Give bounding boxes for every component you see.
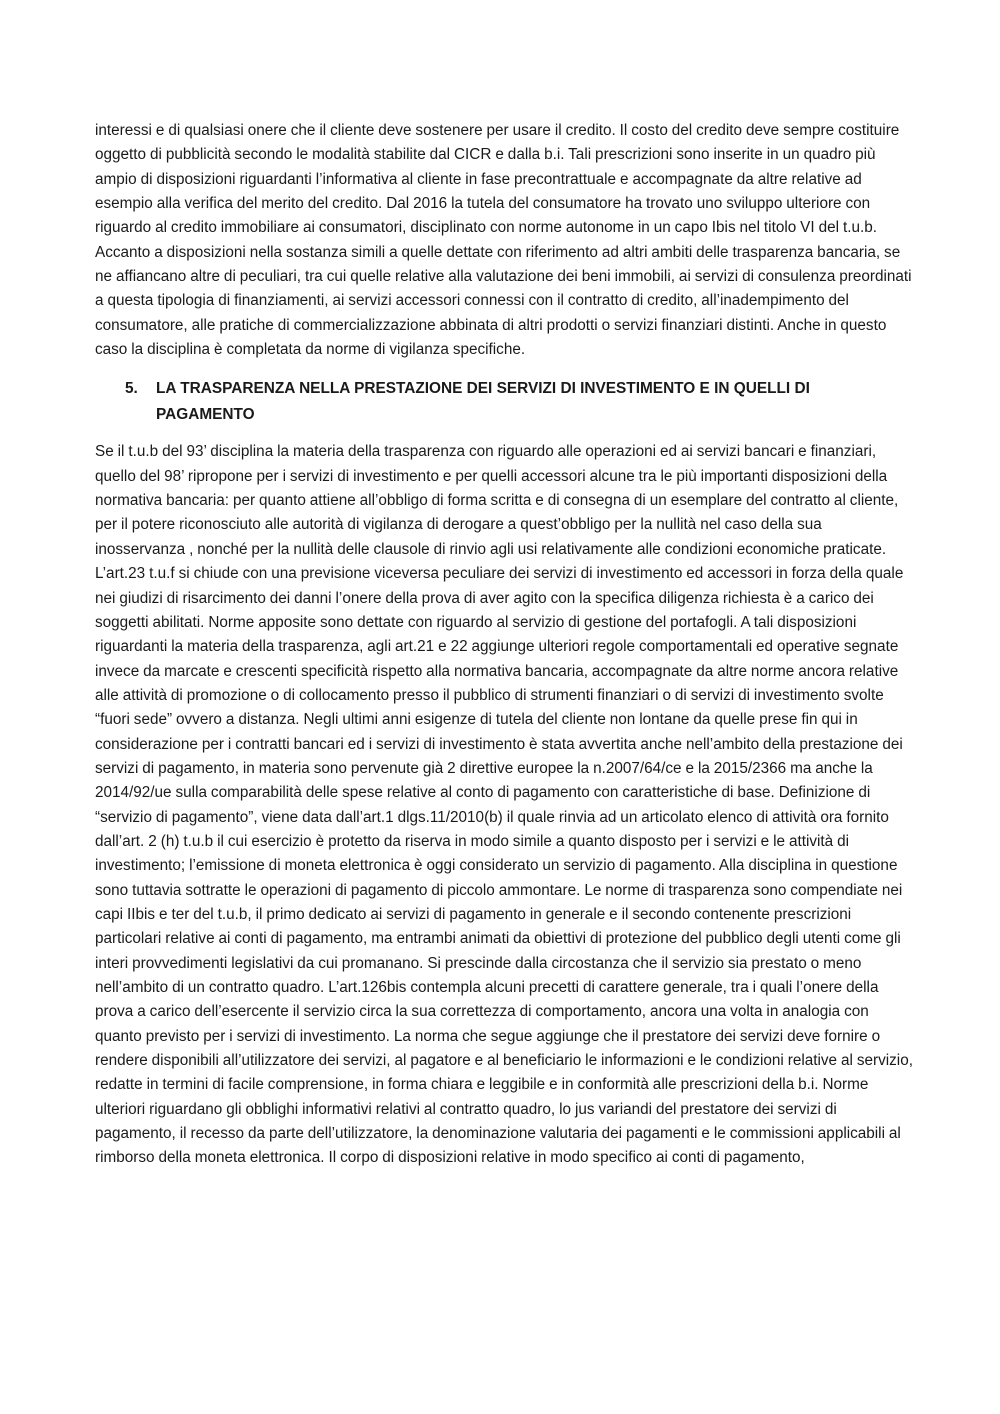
- document-page: [95, 119, 915, 1171]
- section-number: 5.: [125, 380, 138, 398]
- paragraph-body: Se il t.u.b del 93’ disciplina la materia della trasparenza con riguardo alle operazioni ed ai servizi bancari e finanziari, quello del 98’ ripropone per i servizi di investimento e per quelli accessori alcune tra le più importanti disposizioni della normativa bancaria: per quanto attiene all’obbligo di forma scritta e di consegna di un esemplare del contratto al cliente, per il potere riconosciuto alle autorità di vigilanza di derogare a quest’obbligo per la nullità nel caso della sua inosservanza , nonché per la nullità delle clausole di rinvio agli usi relativamente alle condizioni economiche praticate. L’art.23 t.u.f si chiude con una previsione viceversa peculiare dei servizi di investimento ed accessori in forza della quale nei giudizi di risarcimento dei danni l’onere della prova di aver agito con la specifica diligenza richiesta è a carico dei soggetti abilitati. Norme apposite sono dettate con riguardo al servizio di gestione del portafogli. A tali disposizioni riguardanti la materia della trasparenza, agli art.21 e 22 aggiunge ulteriori regole comportamentali ed operative segnate invece da marcate e crescenti specificità rispetto alla normativa bancaria, accompagnate da altre norme ancora relative alle attività di promozione o di collocamento presso il pubblico di strumenti finanziari o di servizi di investimento svolte “fuori sede” ovvero a distanza. Negli ultimi anni esigenze di tutela del cliente non lontane da quelle prese fin qui in considerazione per i contratti bancari ed i servizi di investimento è stata avvertita anche nell’ambito della prestazione dei servizi di pagamento, in materia sono pervenute già 2 direttive europee la n.2007/64/ce e la 2015/2366 ma anche la 2014/92/ue sulla comparabilità delle spese relative al conto di pagamento con caratteristiche di base. Definizione di “servizio di pagamento”, viene data dall’art.1 dlgs.11/2010(b) il quale rinvia ad un articolato elenco di attività ora fornito dall’art. 2 (h) t.u.b il cui esercizio è protetto da riserva in modo simile a quanto disposto per i servizi e le attività di investimento; l’emissione di moneta elettronica è oggi considerato un servizio di pagamento. Alla disciplina in questione sono tuttavia sottratte le operazioni di pagamento di piccolo ammontare. Le norme di trasparenza sono compendiate nei capi IIbis e ter del t.u.b, il primo dedicato ai servizi di pagamento in generale e il secondo contenente prescrizioni particolari relative ai conti di pagamento, ma entrambi animati da obiettivi di protezione del pubblico degli utenti come gli interi provvedimenti legislativi da cui promanano. Si prescinde dalla circostanza che il servizio sia prestato o meno nell’ambito di un contratto quadro. L’art.126bis contempla alcuni precetti di carattere generale, tra i quali l’onere della prova a carico dell’esercente il servizio circa la sua correttezza di comportamento, ancora una volta in analogia con quanto previsto per i servizi di investimento. La norma che segue aggiunge che il prestatore dei servizi deve fornire o rendere disponibili all’utilizzatore dei servizi, al pagatore e al beneficiario le informazioni e le condizioni relative al servizio, redatte in termini di facile comprensione, in forma chiara e leggibile e in conformità alle prescrizioni della b.i. Norme ulteriori riguardano gli obblighi informativi relativi al contratto quadro, lo jus variandi del prestatore dei servizi di pagamento, il recesso da parte dell’utilizzatore, la denominazione valutaria dei pagamenti e le commissioni applicabili al rimborso della moneta elettronica. Il corpo di disposizioni relative in modo specifico ai conti di pagamento,: [95, 443, 913, 1167]
- section-title: LA TRASPARENZA NELLA PRESTAZIONE DEI SERVIZI DI INVESTIMENTO E IN QUELLI DI PAGAMENTO: [156, 380, 810, 424]
- paragraph-intro: interessi e di qualsiasi onere che il cliente deve sostenere per usare il credito. Il costo del credito deve sempre costituire oggetto di pubblicità secondo le modalità stabilite dal CICR e dalla b.i. Tali prescrizioni sono inserite in un quadro più ampio di disposizioni riguardanti l’informativa al cliente in fase precontrattuale e accompagnate da altre relative ad esempio alla verifica del merito del credito. Dal 2016 la tutela del consumatore ha trovato uno sviluppo ulteriore con riguardo al credito immobiliare ai consumatori, disciplinato con norme autonome in un capo Ibis nel titolo VI del t.u.b. Accanto a disposizioni nella sostanza simili a quelle dettate con riferimento ad altri ambiti delle trasparenza bancaria, se ne affiancano altre di peculiari, tra cui quelle relative alla valutazione dei beni immobili, ai servizi di consulenza preordinati a questa tipologia di finanziamenti, ai servizi accessori connessi con il contratto di credito, all’inadempimento del consumatore, alle pratiche di commercializzazione abbinata di altri prodotti o servizi finanziari distinti. Anche in questo caso la disciplina è completata da norme di vigilanza specifiche.: [95, 122, 912, 359]
- section-heading: [95, 376, 915, 428]
